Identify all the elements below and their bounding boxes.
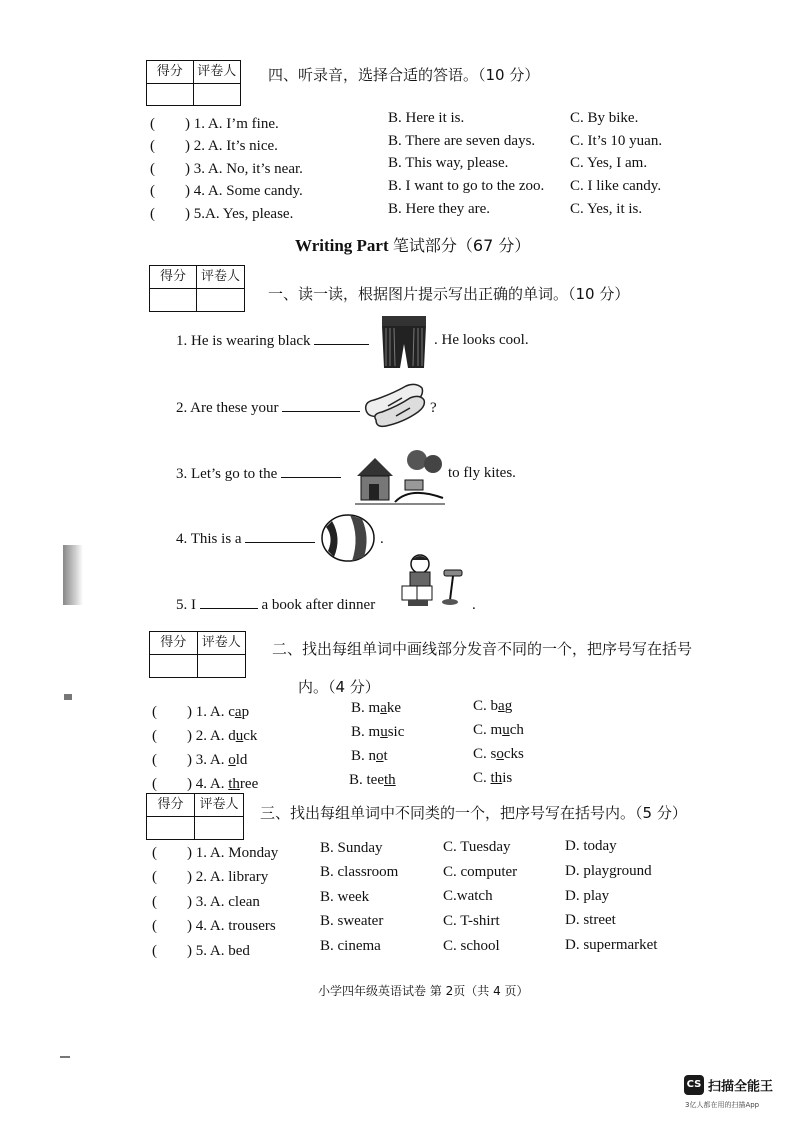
page-footer: 小学四年级英语试卷 第 2页（共 4 页）: [318, 984, 529, 998]
p2-row1-b-underlined: a: [380, 700, 387, 716]
score-box-part3: [146, 793, 244, 840]
s4-row3-c: C. Yes, I am.: [570, 155, 648, 171]
cs-logo-icon: CS: [684, 1075, 704, 1095]
scanner-app-name: 扫描全能王: [708, 1079, 774, 1095]
writing-part-en: Writing Part: [295, 236, 389, 255]
shorts-picture: [380, 314, 428, 372]
score-label: 得分: [147, 794, 195, 817]
score-cell: [150, 289, 197, 311]
p3-row5-d: D. supermarket: [565, 937, 658, 953]
p3-row1-d: D. today: [565, 838, 617, 854]
q1-blank[interactable]: [314, 344, 369, 345]
p2-row4-c-underlined: th: [490, 770, 503, 786]
p2-row3: [152, 748, 247, 769]
p3-row1-c: C. Tuesday: [443, 839, 511, 855]
grader-label: 评卷人: [194, 61, 241, 84]
part1-q5: [176, 597, 375, 614]
q2-blank[interactable]: [282, 411, 360, 412]
p2-row2-c-underlined: u: [502, 722, 510, 738]
s4-row2-c: C. It’s 10 yuan.: [570, 133, 663, 149]
p3-row1-a: ( ) 1. A. Monday: [152, 845, 279, 861]
p2-row2: [152, 724, 257, 745]
p2-row3-a-underlined: o: [228, 752, 236, 768]
p2-row1-c: [473, 698, 512, 715]
scan-mark-small: [64, 694, 72, 700]
p2-row1-num: ( ) 1. A.: [152, 704, 225, 720]
score-cell: [150, 655, 198, 677]
reading-boy-picture: [398, 550, 468, 610]
score-cell: [147, 84, 194, 105]
p2-row3-b-post: t: [383, 748, 388, 764]
grader-cell: [195, 817, 243, 839]
p3-row2-c: C. computer: [443, 864, 518, 880]
p3-row3-a: ( ) 3. A. clean: [152, 894, 260, 910]
p3-row5-a: ( ) 5. A. bed: [152, 943, 250, 959]
p2-row1-a-underlined: a: [234, 704, 242, 720]
score-label: 得分: [147, 61, 194, 84]
p2-row1-b: [351, 700, 401, 717]
s4-row1-a: ( ) 1. A. I’m fine.: [150, 116, 279, 132]
p3-row5-b: B. cinema: [320, 938, 381, 954]
p2-row4-b: [349, 772, 396, 789]
p2-row3-num: ( ) 3. A.: [152, 752, 225, 768]
score-box-part1: [149, 265, 245, 312]
p2-row1-a-post: p: [241, 704, 250, 720]
p2-row2-b-post: sic: [387, 724, 405, 740]
q4-before: 4. This is a: [176, 531, 242, 547]
p2-row4-b-underlined: th: [384, 772, 396, 788]
p3-row1-b: B. Sunday: [320, 840, 383, 856]
q4-after: .: [380, 531, 384, 547]
p3-row4-b: B. sweater: [320, 913, 384, 929]
s4-row5-b: B. Here they are.: [388, 201, 491, 217]
part1-q4: [176, 531, 315, 548]
section4-title: 四、听录音，选择合适的答语。（10 分）: [268, 66, 540, 84]
p2-row3-b: [351, 748, 388, 765]
scan-mark-small: [60, 1056, 70, 1058]
p2-row3-c-underlined: o: [496, 746, 504, 762]
p3-row3-d: D. play: [565, 888, 610, 904]
s4-row3-a: ( ) 3. A. No, it’s near.: [150, 161, 303, 177]
p3-row3-b: B. week: [320, 889, 370, 905]
p2-row2-a-post: ck: [243, 728, 258, 744]
p2-row3-c-pre: C. s: [473, 746, 497, 762]
q1-before: 1. He is wearing black: [176, 333, 311, 349]
s4-row2-b: B. There are seven days.: [388, 133, 536, 149]
p2-row4-num: ( ) 4. A.: [152, 776, 225, 792]
part1-title: 一、读一读，根据图片提示写出正确的单词。（10 分）: [268, 285, 630, 303]
q3-after: to fly kites.: [448, 465, 516, 481]
p3-row4-a: ( ) 4. A. trousers: [152, 918, 276, 934]
q5-after: a book after dinner: [261, 597, 376, 613]
p2-row3-c: [473, 746, 524, 763]
scan-mark: [63, 545, 83, 605]
q3-blank[interactable]: [281, 477, 341, 478]
q5-before: 5. I: [176, 597, 196, 613]
p2-row3-b-pre: B. n: [351, 748, 377, 764]
scanner-watermark: [684, 1075, 773, 1095]
score-label: 得分: [150, 266, 197, 289]
q2-before: 2. Are these your: [176, 400, 279, 416]
p2-row2-c-pre: C. m: [473, 722, 503, 738]
p2-row1-c-underlined: a: [498, 698, 505, 714]
part2-title: 二、找出每组单词中画线部分发音不同的一个，把序号写在括号: [272, 640, 693, 658]
score-box-part2: [149, 631, 246, 678]
score-box-section4: [146, 60, 241, 106]
s4-row2-a: ( ) 2. A. It’s nice.: [150, 138, 278, 154]
s4-row1-b: B. Here it is.: [388, 110, 465, 126]
p2-row3-c-post: cks: [503, 746, 524, 762]
score-cell: [147, 817, 195, 839]
grader-cell: [194, 84, 241, 105]
score-label: 得分: [150, 632, 198, 655]
writing-part-title: [295, 233, 530, 256]
s4-row3-b: B. This way, please.: [388, 155, 509, 171]
shoes-picture: [362, 380, 428, 430]
grader-label: 评卷人: [197, 266, 244, 289]
writing-part-zh: 笔试部分（67 分）: [392, 236, 531, 255]
p2-row4: [152, 772, 258, 793]
part1-q2: [176, 400, 360, 417]
p2-row3-b-underlined: o: [376, 748, 384, 764]
p2-row2-c: [473, 722, 524, 739]
part1-q3: [176, 466, 341, 483]
s4-row5-a: ( ) 5.A. Yes, please.: [150, 206, 294, 222]
p3-row4-d: D. street: [565, 912, 616, 928]
q3-before: 3. Let’s go to the: [176, 466, 278, 482]
p2-row2-b-underlined: u: [380, 724, 388, 740]
park-picture: [355, 446, 445, 506]
p2-row2-b-pre: B. m: [351, 724, 381, 740]
grader-label: 评卷人: [195, 794, 243, 817]
s4-row4-b: B. I want to go to the zoo.: [388, 178, 545, 194]
p2-row4-b-pre: B. tee: [349, 772, 384, 788]
grader-cell: [198, 655, 246, 677]
s4-row4-a: ( ) 4. A. Some candy.: [150, 183, 303, 199]
p2-row1-a-pre: c: [228, 704, 235, 720]
p3-row2-a: ( ) 2. A. library: [152, 869, 269, 885]
grader-label: 评卷人: [198, 632, 246, 655]
p2-row1-c-post: g: [504, 698, 513, 714]
p2-row4-a-underlined: th: [228, 776, 240, 792]
q1-after: . He looks cool.: [434, 332, 529, 348]
p2-row1: [152, 700, 249, 721]
p3-row2-d: D. playground: [565, 863, 652, 879]
grader-cell: [197, 289, 244, 311]
ball-picture: [320, 513, 376, 563]
p2-row2-a-underlined: u: [235, 728, 244, 744]
p2-row4-a-post: ree: [239, 776, 259, 792]
p2-row2-c-post: ch: [509, 722, 524, 738]
p2-row2-b: [351, 724, 404, 741]
p2-row1-b-pre: B. m: [351, 700, 381, 716]
p2-row2-a-pre: d: [228, 728, 236, 744]
q4-blank[interactable]: [245, 542, 315, 543]
scanner-tagline: 3亿人都在用的扫描App: [685, 1101, 760, 1109]
p2-row4-c-post: is: [502, 770, 513, 786]
q5-end: .: [472, 597, 476, 613]
p2-row2-num: ( ) 2. A.: [152, 728, 225, 744]
q5-blank[interactable]: [200, 608, 258, 609]
s4-row1-c: C. By bike.: [570, 110, 639, 126]
s4-row5-c: C. Yes, it is.: [570, 201, 643, 217]
p2-row4-c: [473, 770, 512, 787]
part2-title-cont: 内。（4 分）: [298, 678, 380, 696]
s4-row4-c: C. I like candy.: [570, 178, 662, 194]
p2-row1-c-pre: C. b: [473, 698, 499, 714]
p3-row4-c: C. T-shirt: [443, 913, 500, 929]
part3-title: 三、找出每组单词中不同类的一个，把序号写在括号内。（5 分）: [260, 804, 687, 822]
p3-row3-c: C.watch: [443, 888, 493, 904]
p2-row4-c-pre: C.: [473, 770, 491, 786]
p2-row3-a-post: ld: [235, 752, 248, 768]
q2-after: ?: [430, 400, 437, 416]
p3-row5-c: C. school: [443, 938, 500, 954]
p3-row2-b: B. classroom: [320, 864, 399, 880]
part1-q1: [176, 333, 369, 350]
p2-row1-b-post: ke: [386, 700, 402, 716]
